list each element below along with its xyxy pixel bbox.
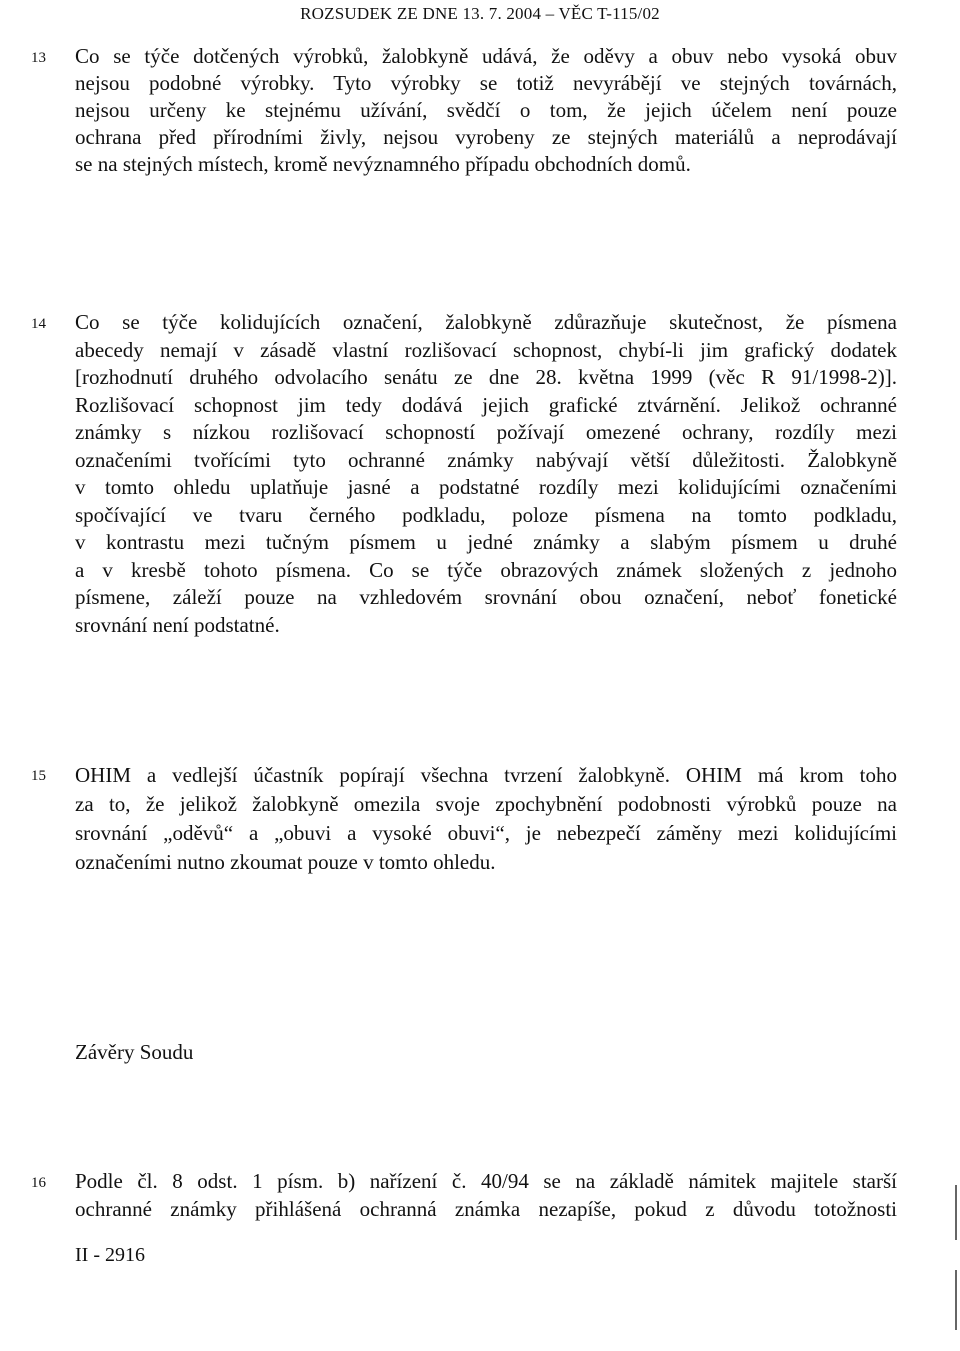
- paragraph-line: označeními nutno zkoumat pouze v tomto ohledu.: [75, 850, 496, 874]
- paragraph-line: nejsou určeny ke stejnému užívání, svědčí o tom, že jejich účelem není pouze: [75, 98, 897, 122]
- paragraph-line: srovnání není podstatné.: [75, 612, 280, 637]
- paragraph-line: abecedy nemají v zásadě vlastní rozlišovací schopnost, chybí-li jim grafický dodatek: [75, 337, 897, 362]
- paragraph-line: OHIM a vedlejší účastník popírají všechna tvrzení žalobkyně. OHIM má krom toho: [75, 763, 897, 787]
- page-number: II - 2916: [75, 1244, 145, 1266]
- paragraph-line: označeními tvořícími tyto ochranné známky nabývají větší důležitosti. Žalobkyně: [75, 447, 897, 472]
- paragraph-line: spočívající ve tvaru černého podkladu, poloze písmena na tomto podkladu,: [75, 502, 897, 527]
- paragraph-line: písmene, záleží pouze na vzhledovém srovnání obou označení, neboť fonetické: [75, 585, 897, 609]
- paragraph-line: nejsou podobné výrobky. Tyto výrobky se totiž nevyrábějí ve stejných továrnách,: [75, 71, 897, 95]
- paragraph-line: ochrana před přírodními živly, nejsou vyrobeny ze stejných materiálů a neprodávají: [75, 125, 897, 149]
- paragraph-line: Podle čl. 8 odst. 1 písm. b) nařízení č. 40/94 se na základě námitek majitele starší: [75, 1169, 897, 1193]
- page-header: ROZSUDEK ZE DNE 13. 7. 2004 – VĚC T-115/02: [300, 4, 660, 23]
- paragraph-line: za to, že jelikož žalobkyně omezila svoje zpochybnění podobnosti výrobků pouze na: [75, 792, 897, 816]
- paragraph-number: 14: [31, 316, 46, 332]
- paragraph-16: [75, 1167, 897, 1223]
- paragraph-number: 15: [31, 768, 46, 784]
- paragraph-number: 16: [31, 1175, 46, 1191]
- paragraph-15: [75, 761, 897, 877]
- paragraph-13: [75, 43, 897, 178]
- paragraph-line: známky s nízkou rozlišovací schopností požívají omezené ochrany, rozdíly mezi: [75, 420, 897, 444]
- scan-edge-mark: [955, 1185, 957, 1240]
- paragraph-number: 13: [31, 50, 46, 66]
- paragraph-14: [75, 309, 897, 639]
- paragraph-line: v tomto ohledu uplatňuje jasné a podstatné rozdíly mezi kolidujícími označeními: [75, 475, 897, 499]
- section-heading: Závěry Soudu: [75, 1040, 194, 1064]
- scan-edge-mark: [955, 1270, 957, 1330]
- paragraph-line: Co se týče kolidujících označení, žalobkyně zdůrazňuje skutečnost, že písmena: [75, 310, 897, 334]
- paragraph-line: se na stejných místech, kromě nevýznamného případu obchodních domů.: [75, 152, 691, 176]
- paragraph-line: srovnání „oděvů“ a „obuvi a vysoké obuvi“, je nebezpečí záměny mezi kolidujícími: [75, 821, 897, 845]
- paragraph-line: ochranné známky přihlášená ochranná známka nezapíše, pokud z důvodu totožnosti: [75, 1197, 897, 1221]
- paragraph-line: Rozlišovací schopnost jim tedy dodává jejich grafické ztvárnění. Jelikož ochranné: [75, 392, 897, 417]
- paragraph-line: Co se týče dotčených výrobků, žalobkyně udává, že oděvy a obuv nebo vysoká obuv: [75, 44, 897, 68]
- paragraph-line: v kontrastu mezi tučným písmem u jedné známky a slabým písmem u druhé: [75, 530, 897, 554]
- paragraph-line: [rozhodnutí druhého odvolacího senátu ze dne 28. května 1999 (věc R 91/1998-2)].: [75, 365, 897, 389]
- paragraph-line: a v kresbě tohoto písmena. Co se týče obrazových známek složených z jednoho: [75, 557, 897, 582]
